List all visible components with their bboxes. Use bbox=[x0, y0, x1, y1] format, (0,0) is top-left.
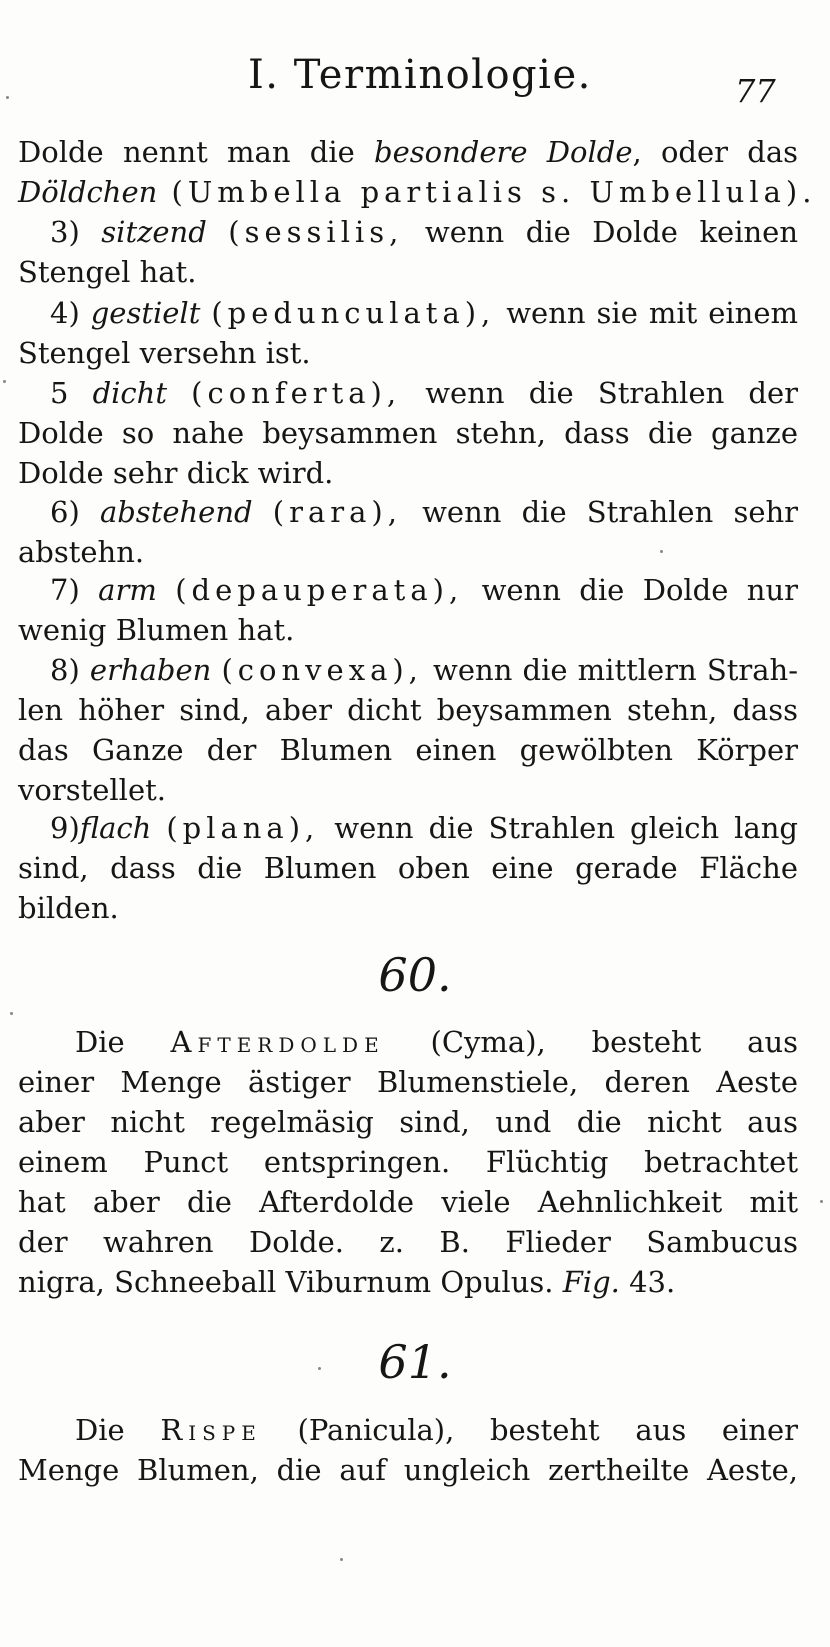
section-number: 60. bbox=[378, 948, 452, 1002]
scan-speck bbox=[318, 1367, 321, 1370]
text-line: vorstellet. bbox=[18, 773, 166, 807]
list-item: 7) arm (depauperata), wenn die Dolde nur bbox=[50, 573, 799, 607]
scan-speck bbox=[10, 1012, 13, 1015]
text-line: nigra, Schneeball Viburnum Opulus. Fig. 43. bbox=[18, 1265, 676, 1299]
text-line: einer Menge ästiger Blumenstiele, deren Aeste bbox=[18, 1065, 798, 1099]
text-line: sind, dass die Blumen oben eine gerade Fläche bbox=[18, 851, 798, 885]
list-item: 6) abstehend (rara), wenn die Strahlen sehr bbox=[50, 495, 799, 529]
text-line: Dolde nennt man die besondere Dolde, oder das bbox=[18, 135, 798, 169]
text-line: Dolde sehr dick wird. bbox=[18, 456, 334, 490]
scan-speck bbox=[6, 96, 9, 99]
list-item: 8) erhaben (convexa), wenn die mittlern Strah- bbox=[50, 653, 799, 687]
text-line: Döldchen (Umbella partialis s. Umbellula). bbox=[18, 175, 817, 209]
running-header: I. Terminologie. bbox=[248, 52, 592, 98]
text-line: hat aber die Afterdolde viele Aehnlichkeit mit bbox=[18, 1185, 798, 1219]
list-item: 5 dicht (conferta), wenn die Strahlen der bbox=[50, 376, 799, 410]
paragraph-first-line: Die Afterdolde (Cyma), besteht aus bbox=[75, 1025, 798, 1059]
list-item: 3) sitzend (sessilis, wenn die Dolde keinen bbox=[50, 215, 798, 249]
scan-speck bbox=[3, 380, 6, 383]
text-line: das Ganze der Blumen einen gewölbten Körper bbox=[18, 733, 798, 767]
paragraph-first-line: Die Rispe (Panicula), besteht aus einer bbox=[75, 1413, 798, 1447]
scan-speck bbox=[340, 1558, 343, 1561]
page-number: 77 bbox=[735, 72, 776, 110]
list-item: 4) gestielt (pedunculata), wenn sie mit einem bbox=[50, 296, 798, 330]
scan-speck bbox=[820, 1200, 823, 1203]
text-line: einem Punct entspringen. Flüchtig betrachtet bbox=[18, 1145, 798, 1179]
text-line: bilden. bbox=[18, 891, 119, 925]
section-number: 61. bbox=[378, 1335, 452, 1389]
text-line: aber nicht regelmäsig sind, und die nicht aus bbox=[18, 1105, 798, 1139]
list-item: 9)flach (plana), wenn die Strahlen gleich lang bbox=[50, 811, 798, 845]
text-line: Stengel hat. bbox=[18, 255, 197, 289]
text-line: Dolde so nahe beysammen stehn, dass die ganze bbox=[18, 416, 798, 450]
text-line: abstehn. bbox=[18, 535, 145, 569]
text-line: der wahren Dolde. z. B. Flieder Sambucus bbox=[18, 1225, 798, 1259]
text-line: Menge Blumen, die auf ungleich zertheilte Aeste, bbox=[18, 1453, 798, 1487]
text-line: Stengel versehn ist. bbox=[18, 336, 311, 370]
scan-speck bbox=[660, 550, 663, 553]
text-line: wenig Blumen hat. bbox=[18, 613, 295, 647]
text-line: len höher sind, aber dicht beysammen stehn, dass bbox=[18, 693, 798, 727]
